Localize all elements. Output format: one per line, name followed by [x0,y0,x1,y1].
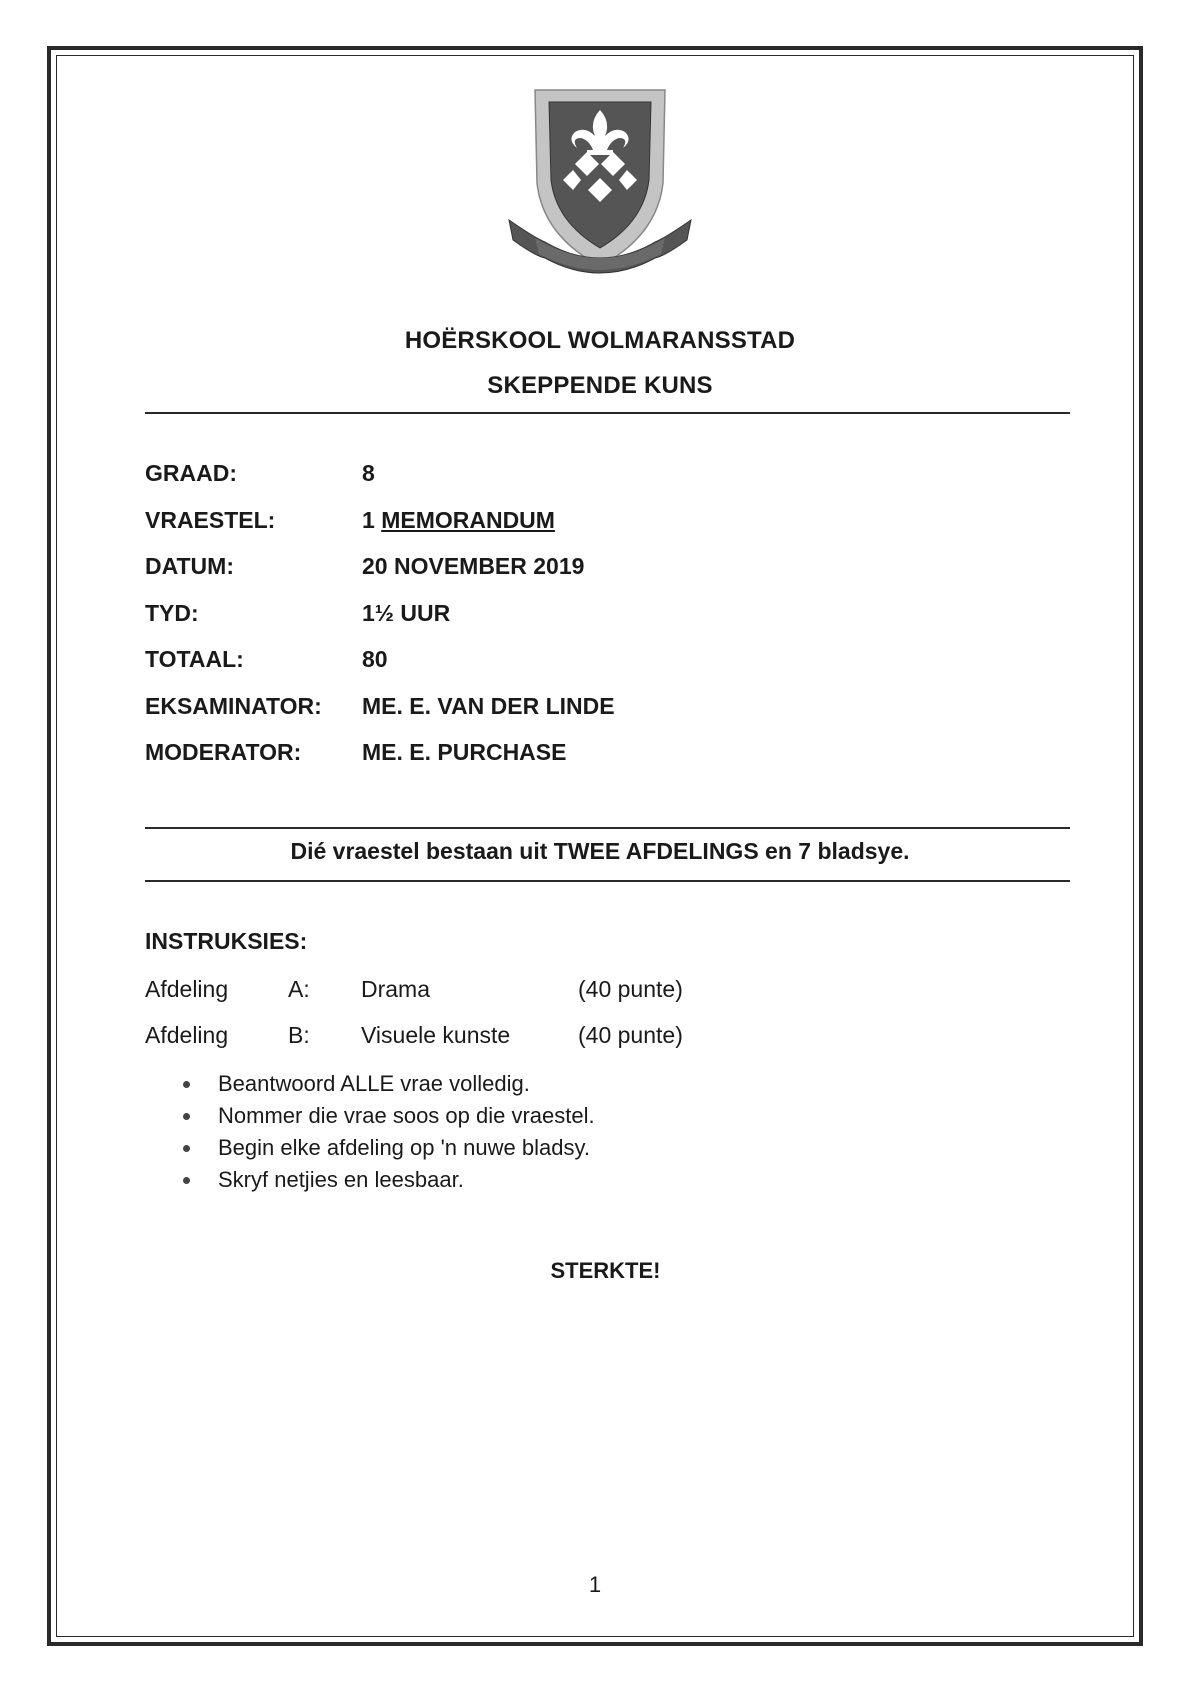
detail-label: GRAAD: [145,460,237,486]
detail-label: MODERATOR: [145,739,302,765]
paper-number: 1 [362,506,382,533]
list-item-text: Skryf netjies en leesbaar. [218,1167,464,1192]
bullet-icon [183,1081,190,1088]
detail-value: 1½ UUR [362,599,451,626]
closing-text: STERKTE! [550,1258,661,1283]
list-item-text: Begin elke afdeling op 'n nuwe bladsy. [218,1135,590,1160]
divider-line [145,880,1070,882]
paper-composition-note: Dié vraestel bestaan uit TWEE AFDELINGS en 7 bladsye. [290,838,910,864]
detail-label: TOTAAL: [145,646,244,672]
subject-title: SKEPPENDE KUNS [487,372,713,399]
closing-message [0,1258,1200,1284]
section-word: Afdeling [145,976,229,1002]
detail-label: DATUM: [145,553,234,579]
divider-line [145,412,1070,414]
detail-value: ME. E. PURCHASE [362,739,567,765]
section-marks: (40 punte) [578,976,683,1002]
detail-value [362,507,555,534]
detail-value: 20 NOVEMBER 2019 [362,553,585,579]
list-item [183,1132,595,1164]
section-marks: (40 punte) [578,1022,683,1048]
detail-label: TYD: [145,599,199,626]
instructions-heading: INSTRUKSIES: [145,928,308,954]
page-number [0,1572,1200,1598]
section-row-b [145,1022,845,1052]
list-item-text: Beantwoord ALLE vrae volledig. [218,1071,530,1096]
section-name: Visuele kunste [361,1022,511,1048]
detail-value: 8 [362,460,375,486]
list-item-text: Nommer die vrae soos op die vraestel. [218,1103,595,1128]
section-word: Afdeling [145,1022,229,1048]
list-item [183,1100,595,1132]
detail-label: VRAESTEL: [145,506,276,533]
page-number-text: 1 [588,1572,602,1597]
detail-value: ME. E. VAN DER LINDE [362,692,615,719]
bullet-icon [183,1177,190,1184]
section-name: Drama [361,976,431,1002]
detail-label: EKSAMINATOR: [145,692,322,719]
list-item [183,1164,595,1196]
school-crest-logo [505,88,695,288]
school-name: HOËRSKOOL WOLMARANSSTAD [404,327,796,354]
section-row-a [145,976,845,1006]
paper-type: MEMORANDUM [381,506,555,533]
detail-value: 80 [362,646,388,672]
divider-line [145,827,1070,829]
bullet-icon [183,1145,190,1152]
section-letter: A: [288,976,310,1002]
instruction-list [183,1068,595,1196]
bullet-icon [183,1113,190,1120]
section-letter: B: [288,1022,310,1048]
list-item [183,1068,595,1100]
